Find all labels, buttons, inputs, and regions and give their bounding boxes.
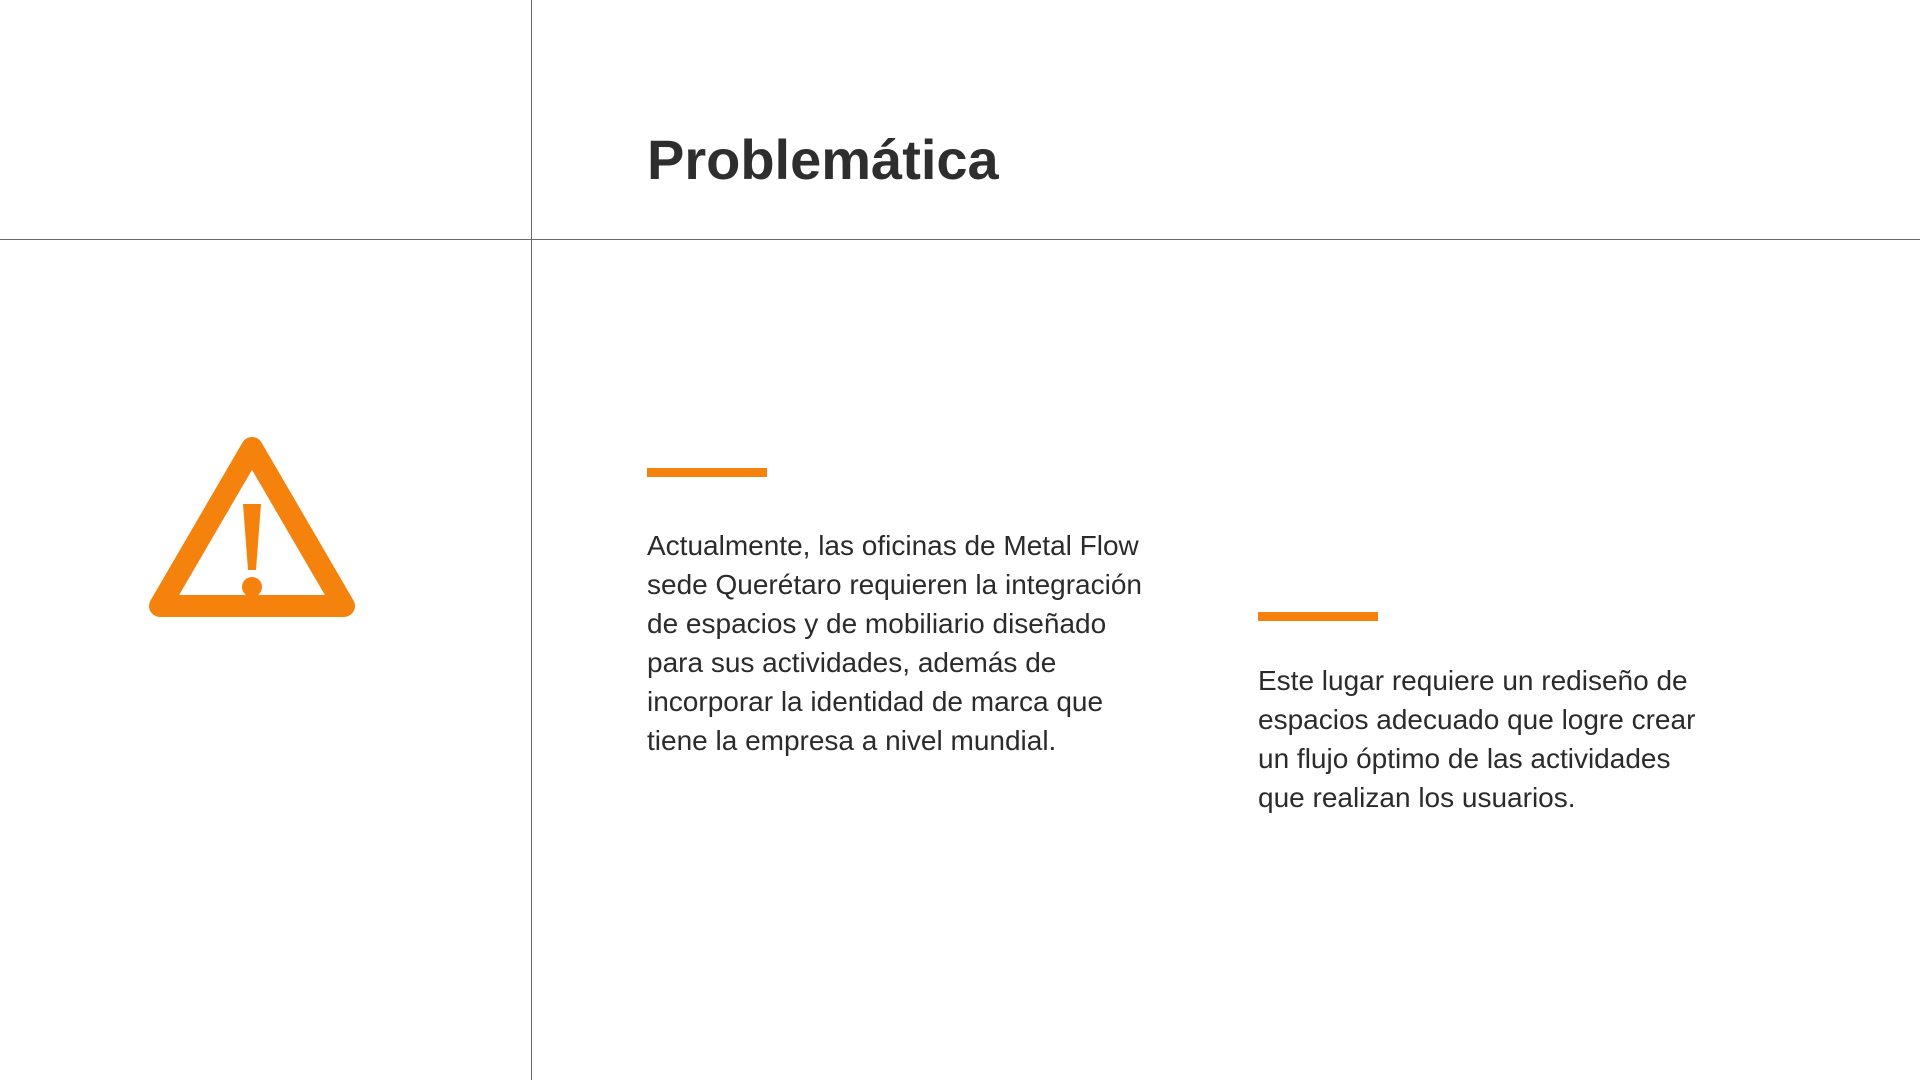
paragraph-need: Este lugar requiere un rediseño de espacios adecuado que logre crear un flujo óptimo de las actividades que realizan los usuarios. (1258, 665, 1696, 813)
warning-triangle-icon (146, 434, 358, 624)
accent-bar-left (647, 468, 767, 477)
slide-title: Problemática (647, 128, 999, 191)
horizontal-divider (0, 239, 1920, 240)
paragraph-problem: Actualmente, las oficinas de Metal Flow sede Querétaro requieren la integración de espacios y de mobiliario diseñado para sus actividades, además de incorporar la identidad de marca que tiene la empresa a nivel mundial. (647, 530, 1142, 756)
accent-bar-right (1258, 612, 1378, 621)
vertical-divider (531, 0, 532, 1080)
